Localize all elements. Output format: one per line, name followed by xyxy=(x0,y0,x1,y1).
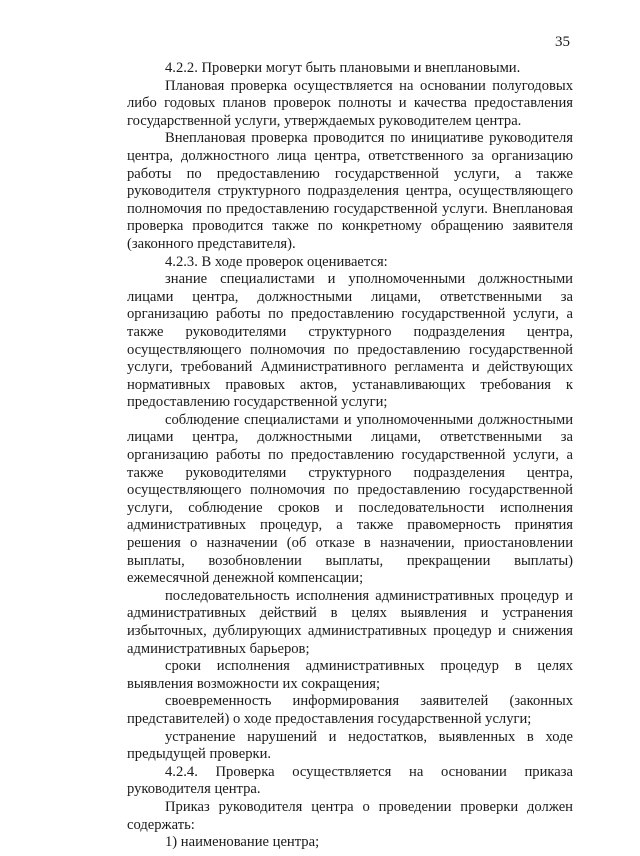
paragraph-unplanned-inspection: Внеплановая проверка проводится по инициативе руководителя центра, должностного лица центра, ответственного за организацию работы по предоставлению государственной услуги, а также руководителя структурного подразделения центра, осуществляющего полномочия по предоставлению государственной услуги. Внеплановая проверка проводится также по конкретному обращению заявителя (законного представителя). xyxy=(127,130,573,252)
paragraph-4-2-4: 4.2.4. Проверка осуществляется на основании приказа руководителя центра. xyxy=(127,763,573,798)
paragraph-4-2-2: 4.2.2. Проверки могут быть плановыми и внеплановыми. xyxy=(165,60,521,76)
list-item-remediation: устранение нарушений и недостатков, выявленных в ходе предыдущей проверки. xyxy=(127,728,573,763)
list-item-deadlines: сроки исполнения административных процедур в целях выявления возможности их сокращения; xyxy=(127,658,573,692)
list-item-compliance: соблюдение специалистами и уполномоченными должностными лицами центра, должностными лицами, ответственными за организацию работы по предоставлению государственной услуги, а также руководителями структурного подразделения центра, осуществляющего полномочия по предоставлению государственной услуги, соблюдение сроков и последовательности исполнения административных процедур, а также правомерность принятия решения о назначении (об отказе в назначении, приостановлении выплаты, возобновлении выплаты, прекращении выплаты) ежемесячной денежной компенсации; xyxy=(127,411,573,587)
paragraph-4-2-3: 4.2.3. В ходе проверок оценивается: xyxy=(165,253,388,270)
list-item-center-name: 1) наименование центра; xyxy=(165,834,320,851)
page-number: 35 xyxy=(555,34,570,50)
list-item-knowledge: знание специалистами и уполномоченными должностными лицами центра, должностными лицами, ответственными за организацию работы по предоставлению государственной услуги, а также руководителями структурного подразделения центра, осуществляющего полномочия по предоставлению государственной услуги, требований Административного регламента и действующих нормативных правовых актов, устанавливающих требования к предоставлению государственной услуги; xyxy=(127,271,573,411)
paragraph-order-contents: Приказ руководителя центра о проведении проверки должен содержать: xyxy=(127,798,573,833)
list-item-sequence: последовательность исполнения административных процедур и административных действий в целях выявления и устранения избыточных, дублирующих административных процедур и снижения административных барьеров; xyxy=(127,587,573,657)
list-item-timeliness: своевременность информирования заявителей (законных представителей) о ходе предоставления государственной услуги; xyxy=(127,693,573,727)
document-body xyxy=(127,60,573,852)
paragraph-planned-inspection: Плановая проверка осуществляется на основании полугодовых либо годовых планов проверок полноты и качества предоставления государственной услуги, утверждаемых руководителем центра. xyxy=(127,77,573,129)
